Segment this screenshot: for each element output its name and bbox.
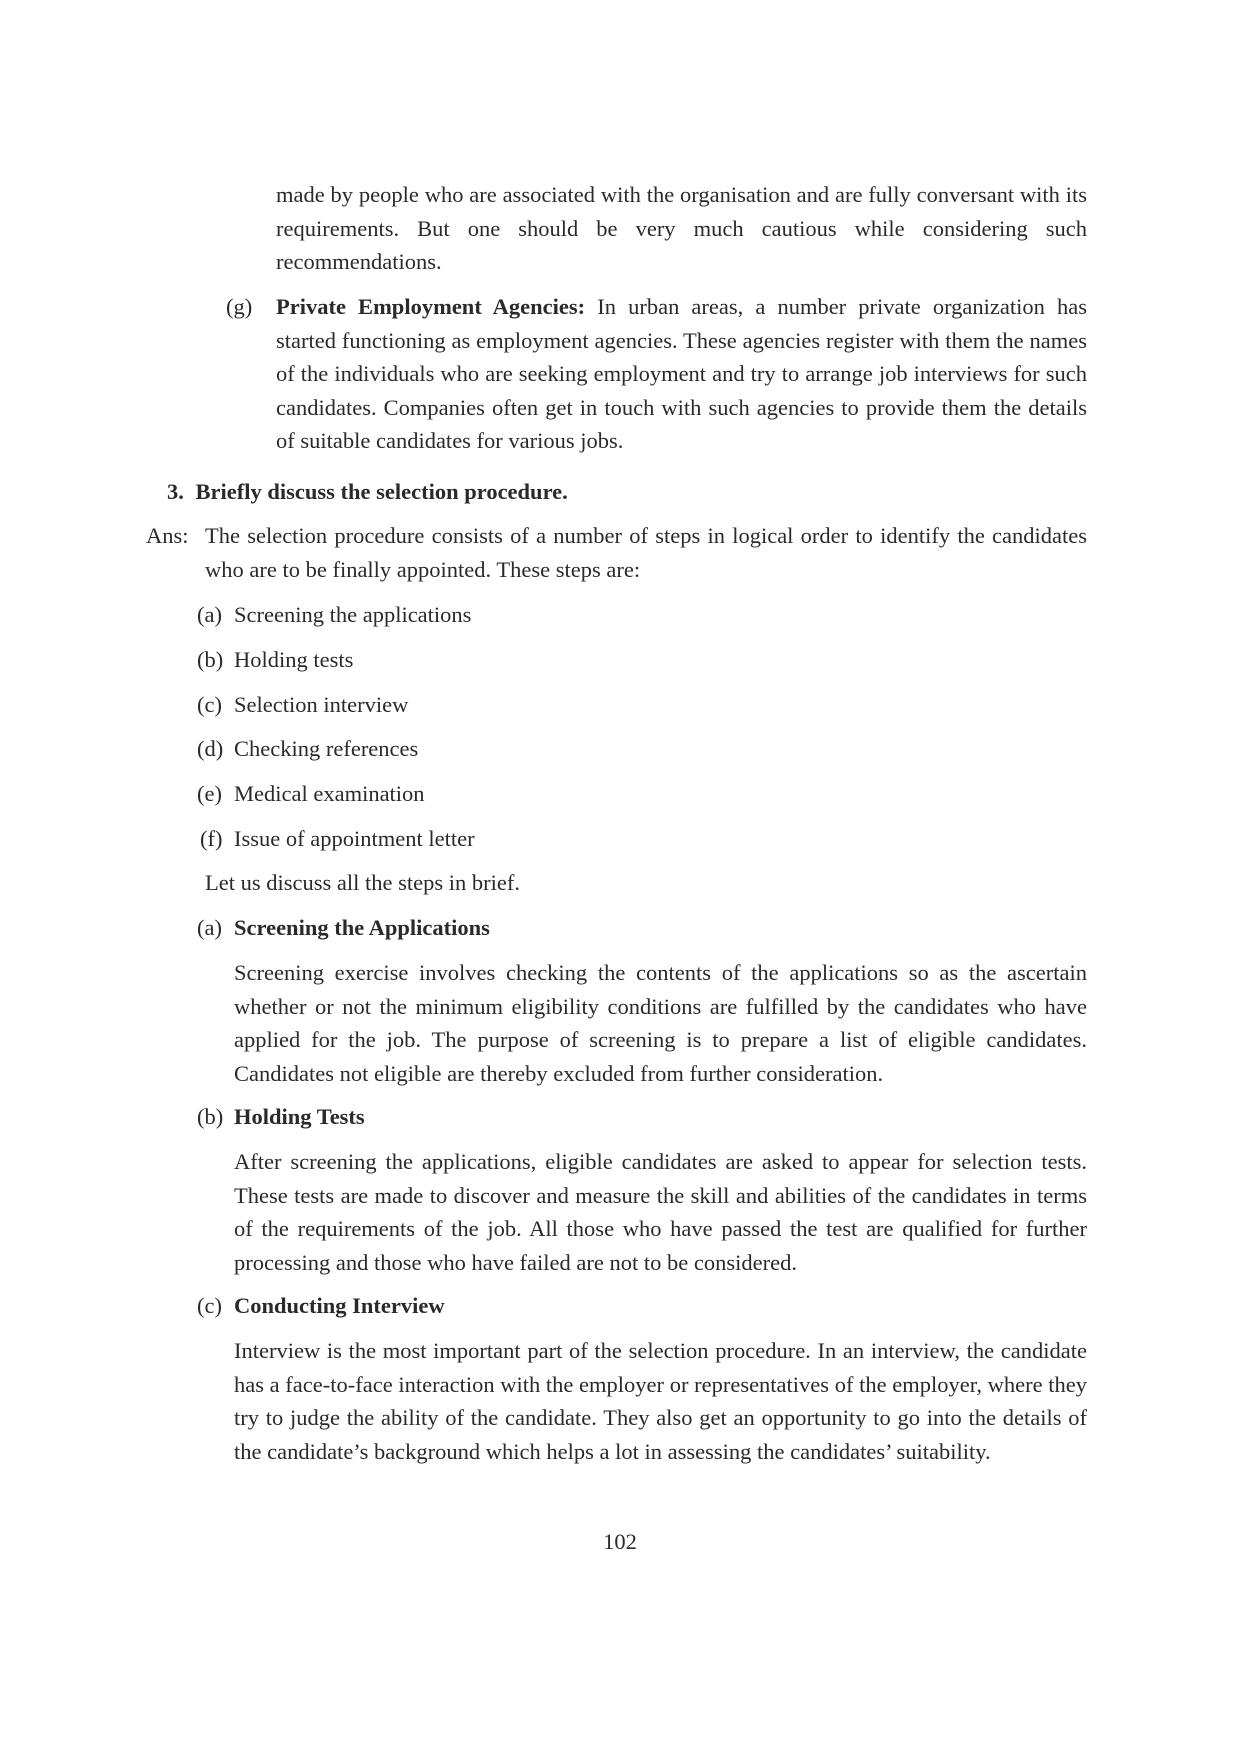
continuation-paragraph: made by people who are associated with the organisation and are fully conversant with its requirements. But one should be very much cautious while considering such recommendations.	[276, 182, 1087, 274]
step-marker: (d)	[197, 736, 224, 761]
step-text: Checking references	[234, 736, 419, 761]
section-heading: Conducting Interview	[234, 1293, 445, 1318]
item-g-title: Private Employment Agencies:	[276, 294, 586, 319]
section-heading: Holding Tests	[234, 1104, 365, 1129]
section-marker: (a)	[197, 915, 222, 940]
discuss-intro: Let us discuss all the steps in brief.	[205, 870, 520, 895]
step-text: Issue of appointment letter	[234, 826, 475, 851]
step-marker: (e)	[197, 781, 222, 806]
section-body: After screening the applications, eligible candidates are asked to appear for selection tests. These tests are made to discover and measure the skill and abilities of the candidates in terms of the requirements of the job. All those who have passed the test are qualified for further processing and those who have failed are not to be considered.	[234, 1149, 1087, 1275]
step-marker: (b)	[197, 647, 224, 672]
item-g-paragraph	[276, 290, 1087, 458]
item-g-text: In urban areas, a number private organization has started functioning as employment agencies. These agencies register with them the names of the individuals who are seeking employment and try to arrange job interviews for such candidates. Companies often get in touch with such agencies to provide them the details of suitable candidates for various jobs.	[276, 294, 1087, 453]
step-marker: (c)	[197, 692, 222, 717]
step-text: Holding tests	[234, 647, 354, 672]
section-body: Interview is the most important part of the selection procedure. In an interview, the candidate has a face-to-face interaction with the employer or representatives of the employer, where they try to judge the ability of the candidate. They also get an opportunity to go into the details of the candidate’s background which helps a lot in assessing the candidates’ suitability.	[234, 1338, 1087, 1464]
question-number: 3.	[167, 479, 184, 504]
page-number: 102	[603, 1529, 637, 1554]
answer-label: Ans:	[146, 523, 189, 548]
answer-paragraph: The selection procedure consists of a number of steps in logical order to identify the candidates who are to be finally appointed. These steps are:	[205, 523, 1087, 582]
step-marker: (a)	[197, 602, 222, 627]
section-heading: Screening the Applications	[234, 915, 490, 940]
step-text: Screening the applications	[234, 602, 472, 627]
section-body: Screening exercise involves checking the contents of the applications so as the ascertain whether or not the minimum eligibility conditions are fulfilled by the candidates who have applied for the job. The purpose of screening is to prepare a list of eligible candidates. Candidates not eligible are thereby excluded from further consideration.	[234, 960, 1087, 1086]
question-heading	[167, 475, 568, 509]
question-text: Briefly discuss the selection procedure.	[195, 479, 568, 504]
section-marker: (c)	[197, 1293, 222, 1318]
item-g-marker: (g)	[226, 294, 253, 319]
step-text: Selection interview	[234, 692, 409, 717]
step-marker: (f)	[200, 826, 223, 851]
section-marker: (b)	[197, 1104, 224, 1129]
step-text: Medical examination	[234, 781, 425, 806]
